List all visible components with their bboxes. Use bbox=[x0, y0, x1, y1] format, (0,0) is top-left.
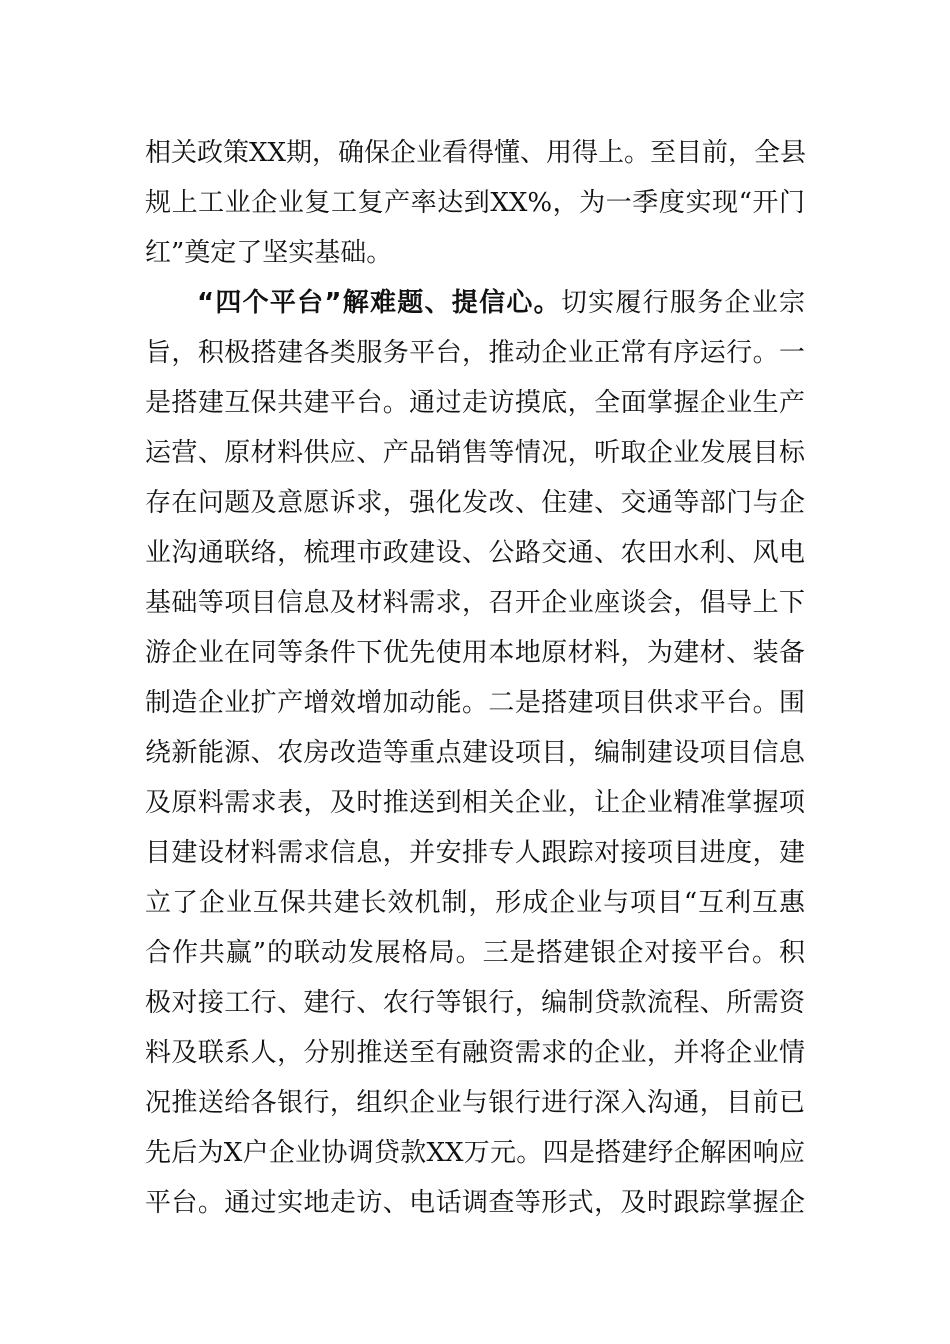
text-line: 规上工业企业复工复产率达到XX%，为一季度实现“开门 bbox=[145, 188, 805, 218]
text-line: 极对接工行、建行、农行等银行，编制贷款流程、所需资 bbox=[145, 988, 805, 1018]
text-line: 平台。通过实地走访、电话调查等形式，及时跟踪掌握企 bbox=[145, 1188, 805, 1218]
text-line: 立了企业互保共建长效机制，形成企业与项目“互利互惠 bbox=[145, 888, 805, 918]
text-line: 相关政策XX期，确保企业看得懂、用得上。至目前，全县 bbox=[145, 138, 807, 168]
text-line: 绕新能源、农房改造等重点建设项目，编制建设项目信息 bbox=[145, 738, 805, 768]
text-line: 及原料需求表，及时推送到相关企业，让企业精准掌握项 bbox=[145, 788, 805, 818]
text-line: 游企业在同等条件下优先使用本地原材料，为建材、装备 bbox=[145, 638, 805, 668]
text-line: 运营、原材料供应、产品销售等情况，听取企业发展目标 bbox=[145, 438, 805, 468]
text-line: 况推送给各银行，组织企业与银行进行深入沟通，目前已 bbox=[145, 1088, 805, 1118]
text-line: 基础等项目信息及材料需求，召开企业座谈会，倡导上下 bbox=[145, 588, 805, 618]
text-line-first bbox=[145, 278, 805, 328]
text-run: 切实履行服务企业宗 bbox=[560, 288, 805, 318]
paragraph-heading: “四个平台”解难题、提信心。 bbox=[197, 288, 561, 318]
text-line: 合作共赢”的联动发展格局。三是搭建银企对接平台。积 bbox=[145, 938, 805, 968]
body-text bbox=[145, 128, 805, 1228]
text-line: 先后为X户企业协调贷款XX万元。四是搭建纾企解困响应 bbox=[145, 1138, 805, 1168]
text-line: 制造企业扩产增效增加动能。二是搭建项目供求平台。围 bbox=[145, 688, 805, 718]
text-line: 旨，积极搭建各类服务平台，推动企业正常有序运行。一 bbox=[145, 338, 805, 368]
paragraph-2 bbox=[145, 278, 805, 1228]
text-line: 是搭建互保共建平台。通过走访摸底，全面掌握企业生产 bbox=[145, 388, 805, 418]
text-line: 红”奠定了坚实基础。 bbox=[145, 238, 393, 268]
paragraph-1 bbox=[145, 128, 805, 278]
text-line: 存在问题及意愿诉求，强化发改、住建、交通等部门与企 bbox=[145, 488, 805, 518]
text-line: 业沟通联络，梳理市政建设、公路交通、农田水利、风电 bbox=[145, 538, 805, 568]
text-line: 目建设材料需求信息，并安排专人跟踪对接项目进度，建 bbox=[145, 838, 805, 868]
text-line: 料及联系人，分别推送至有融资需求的企业，并将企业情 bbox=[145, 1038, 805, 1068]
